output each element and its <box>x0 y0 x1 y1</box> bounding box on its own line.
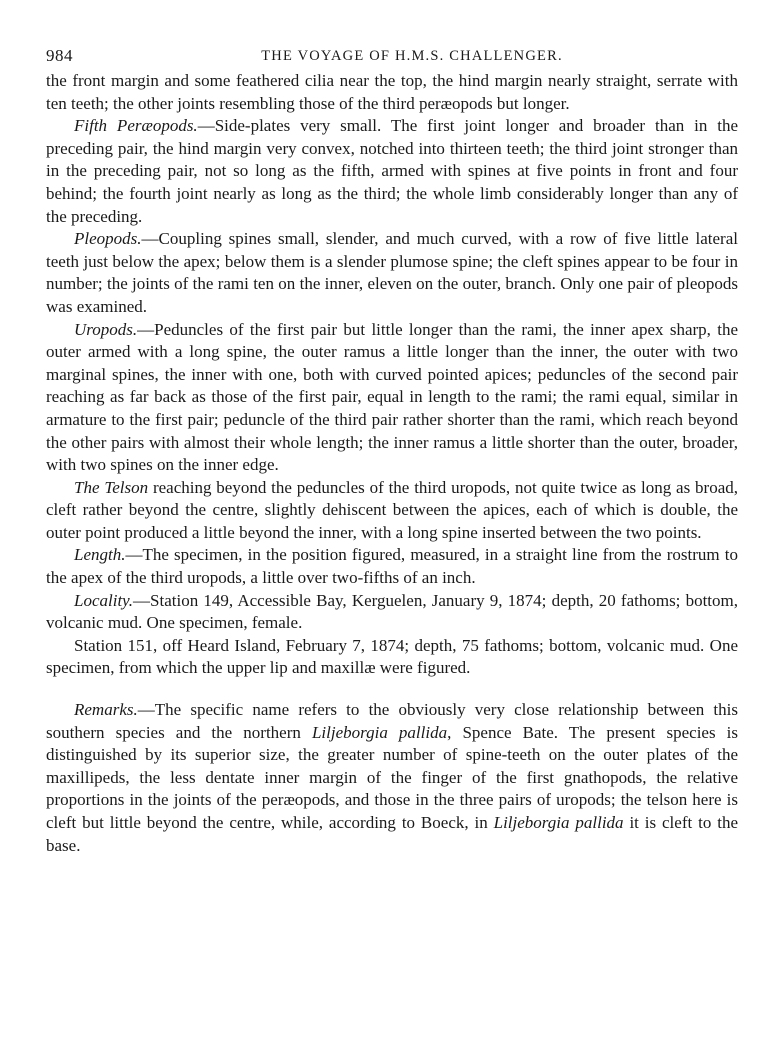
paragraph-text: —Station 149, Accessible Bay, Kerguelen, January 9, 1874; depth, 20 fathoms; bottom, volcanic mud. One specimen, female. <box>46 590 738 633</box>
paragraph-continuation <box>46 70 738 115</box>
paragraph-remarks <box>46 699 738 857</box>
section-heading: Uropods. <box>74 319 138 339</box>
paragraph-text: —The specific name refers to the obviously very close relationship between this southern species and the northern <box>46 700 738 742</box>
paragraph-telson <box>46 477 738 545</box>
section-heading: Pleopods. <box>74 229 142 249</box>
paragraph-text: —The specimen, in the position figured, measured, in a straight line from the rostrum to the apex of the third uropods, a little over two-fifths of an inch. <box>46 545 738 588</box>
page <box>46 40 738 857</box>
paragraph-uropods <box>46 319 738 477</box>
paragraph-locality <box>46 590 738 635</box>
paragraph-text: it is cleft to the base. <box>46 813 738 855</box>
running-title: THE VOYAGE OF H.M.S. CHALLENGER. <box>261 48 563 64</box>
species-name: Liljeborgia pallida <box>493 813 624 832</box>
paragraph-text: —Coupling spines small, slender, and much curved, with a row of five little lateral teeth just below the apex; below them is a slender plumose spine; the cleft spines appear to be four in number; the joints of the rami ten on the inner, eleven on the outer, branch. Only one pair of pleopods was examined. <box>46 229 738 316</box>
paragraph-length <box>46 544 738 589</box>
paragraph-text: , Spence Bate. The present species is distinguished by its superior size, the greater number of spine-teeth on the outer plates of the maxillipeds, the less dentate inner margin of the finger of the first gnathopods, the relative proportions in the joints of the peræopods, and those in the three pairs of uropods; the telson here is cleft but little beyond the centre, while, according to Boeck, in <box>46 722 739 832</box>
paragraph-pleopods <box>46 228 738 318</box>
section-heading: Fifth Peræopods. <box>74 116 198 136</box>
paragraph-text: the front margin and some feathered cilia near the top, the hind margin nearly straight, serrate with ten teeth; the other joints resembling those of the third peræopods but longer. <box>46 71 738 113</box>
section-heading: Length. <box>74 545 126 565</box>
paragraph-text: Station 151, off Heard Island, February 7, 1874; depth, 75 fathoms; bottom, volcanic mud. One specimen, from which the upper lip and maxillæ were figured. <box>46 635 738 678</box>
paragraph-text: —Side-plates very small. The first joint longer and broader than in the preceding pair, the hind margin very convex, notched into thirteen teeth; the third joint stronger than in the preceding pair, not so long as the fifth, armed with spines at five points in front and four behind; the fourth joint nearly as long as the third; the whole limb considerably longer than any of the preceding. <box>46 116 738 226</box>
paragraph-fifth-pereopods <box>46 115 738 228</box>
paragraph-station-151 <box>46 635 738 680</box>
species-name: Liljeborgia pallida <box>311 722 448 742</box>
section-heading: Locality. <box>74 590 134 610</box>
section-heading: Remarks. <box>74 700 138 720</box>
body-text <box>46 70 738 857</box>
paragraph-text: reaching beyond the peduncles of the third uropods, not quite twice as long as broad, cleft rather beyond the centre, slightly dehiscent between the apices, each of which is double, the outer point produced a little beyond the inner, with a long spine inserted between the two points. <box>46 477 739 542</box>
section-heading: The Telson <box>74 477 149 497</box>
paragraph-text: —Peduncles of the first pair but little longer than the rami, the inner apex sharp, the outer armed with a long spine, the outer ramus a little longer than the inner, the outer with two marginal spines, the inner with one, both with curved pointed apices; peduncles of the second pair reaching as far back as those of the first pair, equal in length to the rami; the rami equal, similar in armature to the first pair; peduncle of the third pair rather shorter than the rami, which reach beyond the other pairs with almost their whole length; the inner ramus a little shorter than the outer, broader, with two spines on the inner edge. <box>46 319 738 475</box>
page-number: 984 <box>46 46 73 65</box>
running-head <box>46 40 738 70</box>
